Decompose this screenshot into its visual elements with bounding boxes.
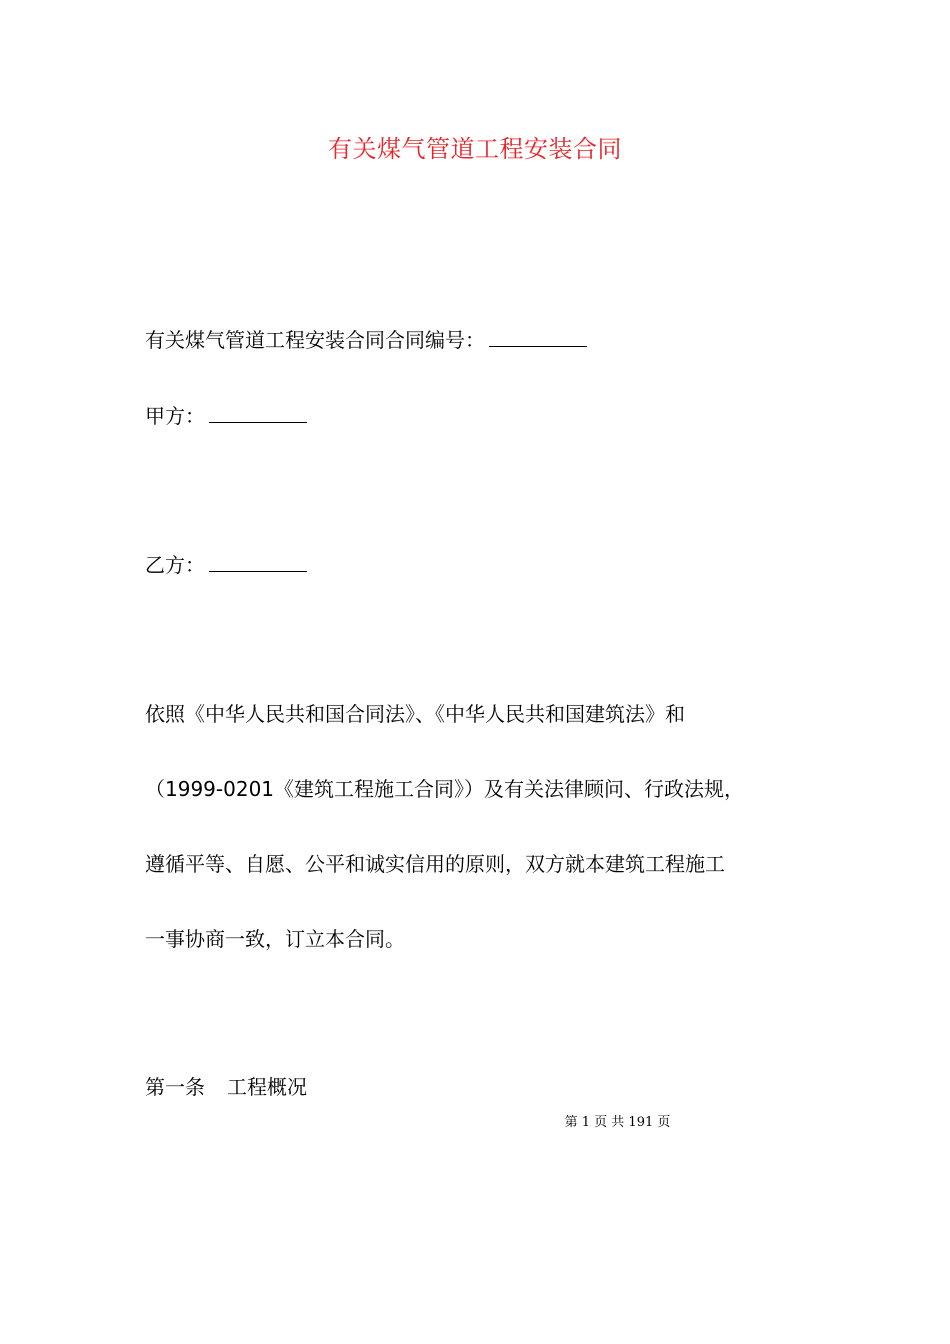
article-title: 工程概况: [227, 1075, 307, 1099]
document-title: 有关煤气管道工程安装合同: [328, 135, 622, 163]
paragraph-line-3: 遵循平等、自愿、公平和诚实信用的原则，双方就本建筑工程施工: [145, 852, 725, 876]
party-a-line: [145, 402, 307, 430]
contract-number-line: [145, 326, 587, 354]
article-number: 第一条: [145, 1075, 205, 1099]
party-b-label: 乙方：: [145, 553, 205, 577]
page-number-footer: 第 1 页 共 191 页: [564, 1115, 671, 1130]
party-b-blank: [209, 551, 307, 572]
party-b-line: [145, 551, 307, 579]
paragraph-line-1: 依照《中华人民共和国合同法》、《中华人民共和国建筑法》和: [145, 702, 685, 726]
paragraph-line-2: （1999-0201《建筑工程施工合同》）及有关法律顾问、行政法规，: [145, 777, 745, 801]
contract-number-blank: [489, 326, 587, 347]
party-a-label: 甲方：: [145, 404, 205, 428]
party-a-blank: [209, 402, 307, 423]
article-heading: [145, 1073, 307, 1101]
paragraph-line-4: 一事协商一致，订立本合同。: [145, 927, 405, 951]
contract-number-label: 有关煤气管道工程安装合同合同编号：: [145, 328, 485, 352]
